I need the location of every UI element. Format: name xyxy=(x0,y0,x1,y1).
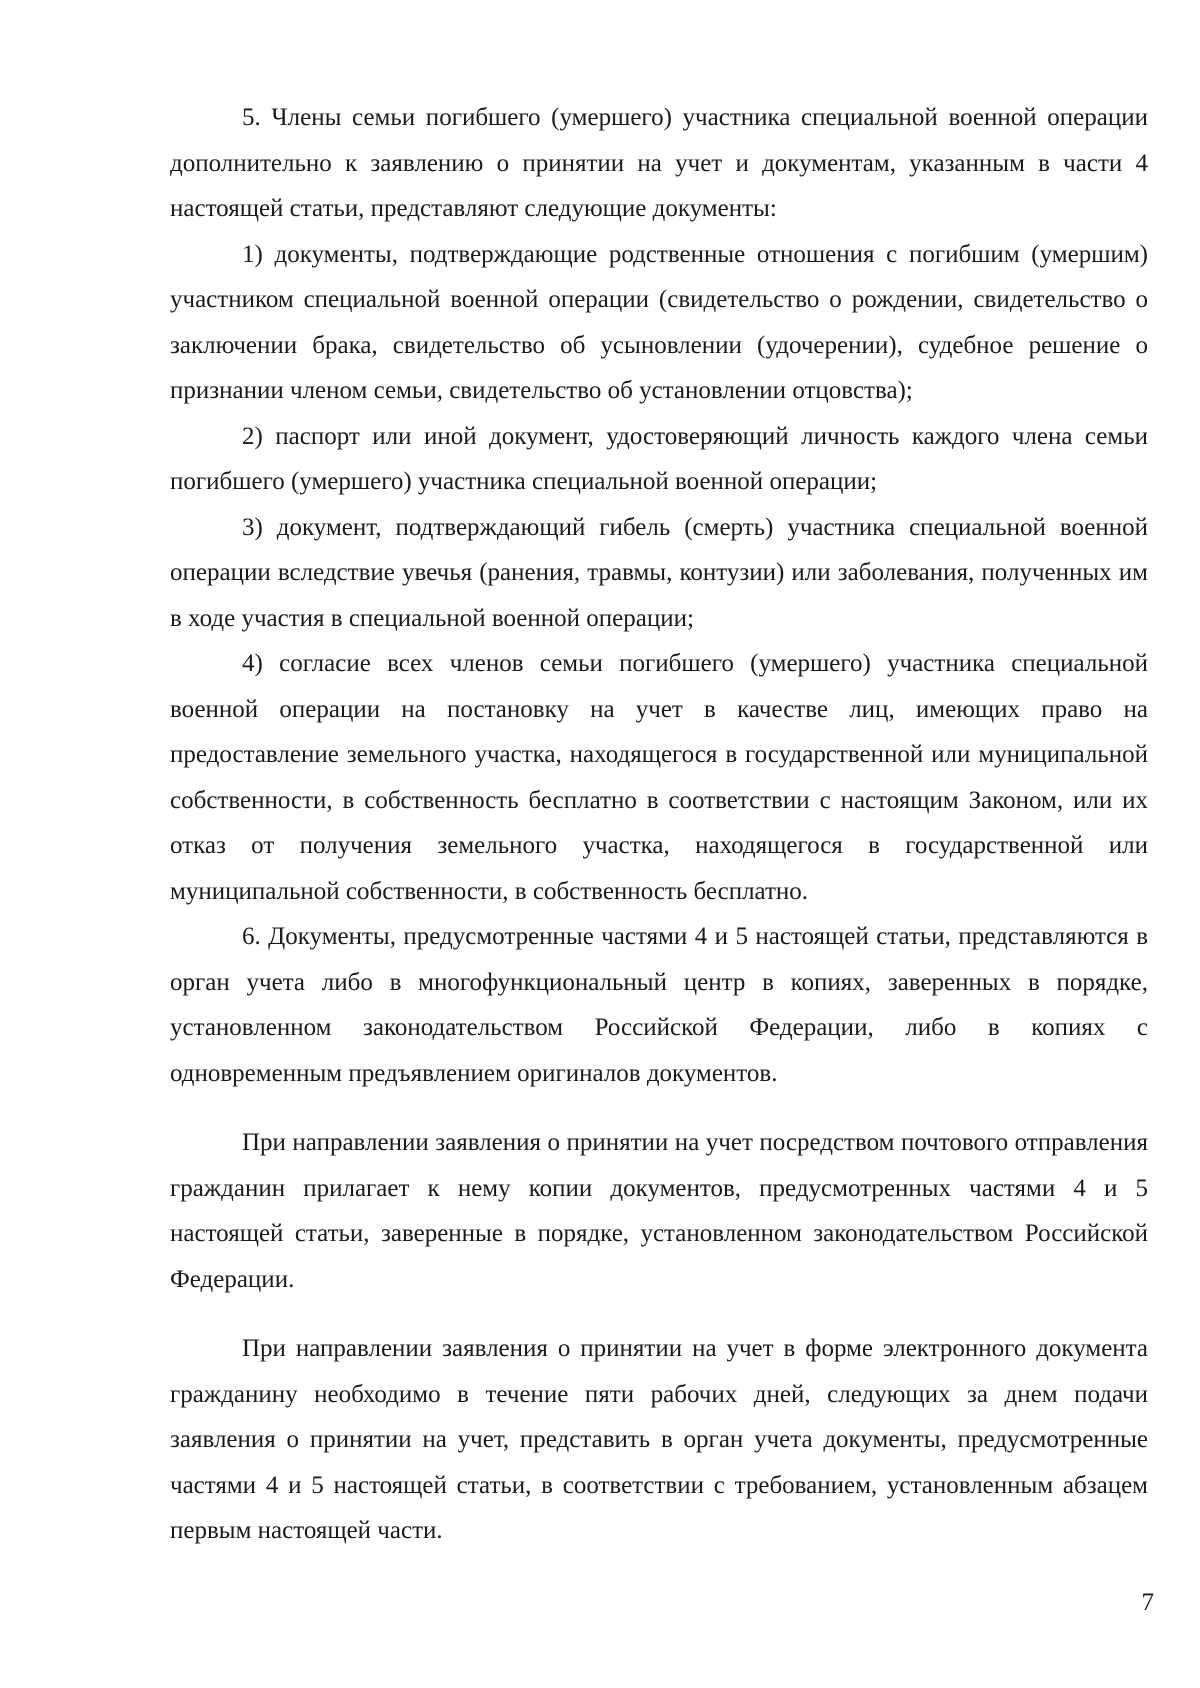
paragraph-electronic-submission: При направлении заявления о принятии на учет в форме электронного документа гражданину необходимо в течение пяти рабочих дней, следующих за днем подачи заявления о принятии на учет, представить в орган учета документы, предусмотренные частями 4 и 5 настоящей статьи, в соответствии с требованием, установленным абзацем первым настоящей части. xyxy=(170,1335,1148,1544)
list-item-1: 1) документы, подтверждающие родственные отношения с погибшим (умершим) участником специальной военной операции (свидетельство о рождении, свидетельство о заключении брака, свидетельство об усыновлении (удочерении), судебное решение о признании членом семьи, свидетельство об установлении отцовства); xyxy=(170,240,1148,404)
list-item-2: 2) паспорт или иной документ, удостоверяющий личность каждого члена семьи погибшего (умершего) участника специальной военной операции; xyxy=(170,422,1148,495)
document-body xyxy=(170,95,1148,1554)
page-number: 7 xyxy=(1141,1589,1154,1616)
paragraph-part-6: 6. Документы, предусмотренные частями 4 и 5 настоящей статьи, представляются в орган учета либо в многофункциональный центр в копиях, заверенных в порядке, установленном законодательством Российской Федерации, либо в копиях с одновременным предъявлением оригиналов документов. xyxy=(170,923,1148,1087)
list-item-3: 3) документ, подтверждающий гибель (смерть) участника специальной военной операции вследствие увечья (ранения, травмы, контузии) или заболевания, полученных им в ходе участия в специальной военной операции; xyxy=(170,513,1148,632)
paragraph-postal-submission: При направлении заявления о принятии на учет посредством почтового отправления гражданин прилагает к нему копии документов, предусмотренных частями 4 и 5 настоящей статьи, заверенные в порядке, установленном законодательством Российской Федерации. xyxy=(170,1129,1148,1293)
paragraph-part-5: 5. Члены семьи погибшего (умершего) участника специальной военной операции дополнительно к заявлению о принятии на учет и документам, указанным в части 4 настоящей статьи, представляют следующие документы: xyxy=(170,104,1148,222)
list-item-4: 4) согласие всех членов семьи погибшего (умершего) участника специальной военной операции на постановку на учет в качестве лиц, имеющих право на предоставление земельного участка, находящегося в государственной или муниципальной собственности, в собственность бесплатно в соответствии с настоящим Законом, или их отказ от получения земельного участка, находящегося в государственной или муниципальной собственности, в собственность бесплатно. xyxy=(170,650,1148,905)
